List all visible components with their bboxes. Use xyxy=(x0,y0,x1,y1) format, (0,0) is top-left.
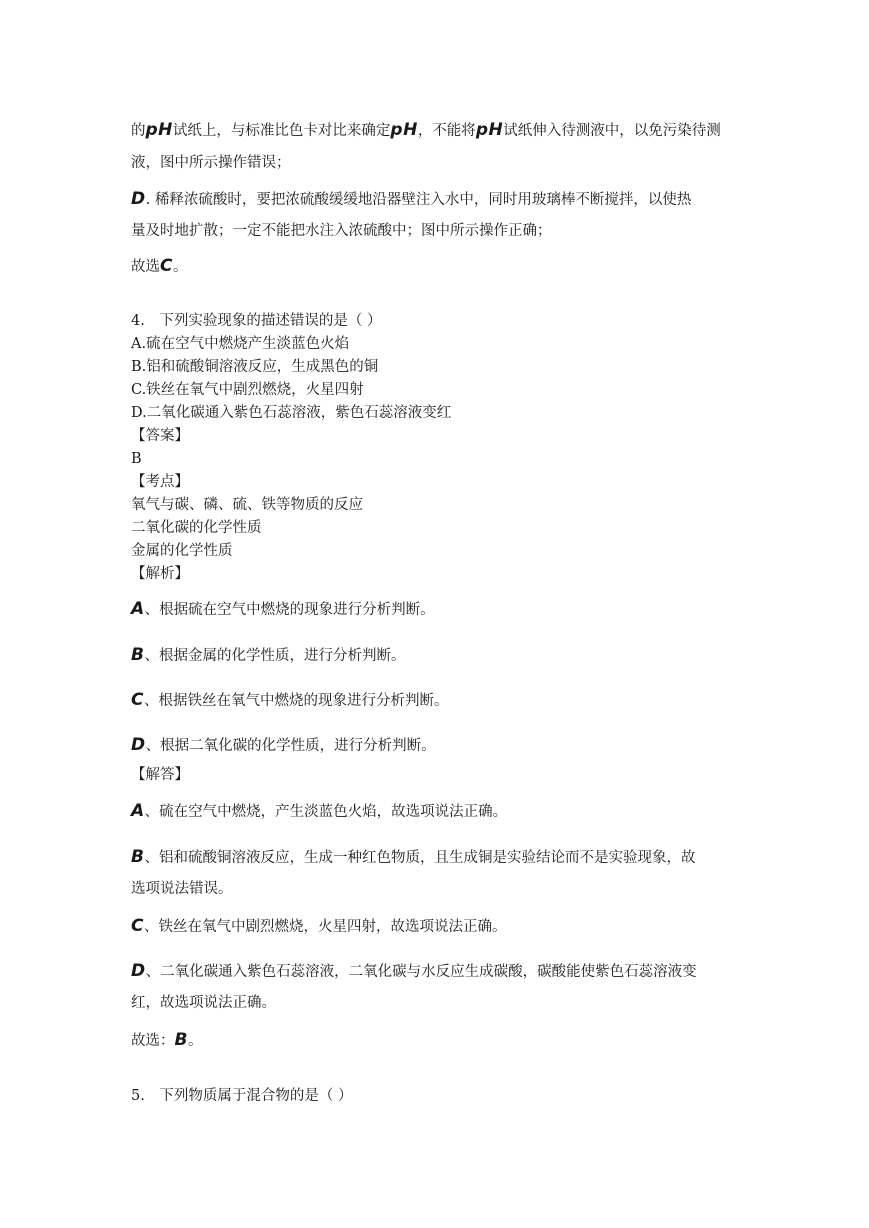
math-label: A xyxy=(131,599,145,619)
jiexi-item xyxy=(131,690,448,711)
math-label: B xyxy=(131,645,145,665)
math-label: D xyxy=(131,735,146,755)
math-label: C xyxy=(131,916,144,936)
explanation-line xyxy=(131,189,691,210)
option-d: D.二氧化碳通入紫色石蕊溶液，紫色石蕊溶液变红 xyxy=(131,405,452,421)
kaodian-item: 氧气与碳、磷、硫、铁等物质的反应 xyxy=(131,497,363,513)
jieda-heading: 【解答】 xyxy=(131,767,189,783)
text: 、铝和硫酸铜溶液反应，生成一种红色物质，且生成铜是实验结论而不是实验现象，故 xyxy=(144,850,696,866)
text: 。 xyxy=(187,1033,203,1049)
question-stem: 5. 下列物质属于混合物的是（ ） xyxy=(131,1088,353,1104)
text: 的 xyxy=(131,123,146,139)
math-label: C xyxy=(131,690,144,710)
explanation-line: 液，图中所示操作错误； xyxy=(131,155,291,171)
jiexi-item xyxy=(131,735,436,756)
jieda-item-cont: 选项说法错误。 xyxy=(131,881,233,897)
text: 、根据硫在空气中燃烧的现象进行分析判断。 xyxy=(144,602,435,618)
jieda-item-cont: 红，故选项说法正确。 xyxy=(131,995,276,1011)
jieda-item xyxy=(131,916,506,937)
math-ph: pH xyxy=(475,120,504,140)
question-stem: 4. 下列实验现象的描述错误的是（ ） xyxy=(131,313,382,329)
text: ，不能将 xyxy=(417,123,476,139)
text: 、根据二氧化碳的化学性质，进行分析判断。 xyxy=(145,738,436,754)
kaodian-heading: 【考点】 xyxy=(131,474,189,490)
text: 、二氧化碳通入紫色石蕊溶液，二氧化碳与水反应生成碳酸，碳酸能使紫色石蕊溶液变 xyxy=(145,964,697,980)
final-answer xyxy=(131,1030,202,1051)
text: 故选 xyxy=(131,259,160,275)
text: 、硫在空气中燃烧，产生淡蓝色火焰，故选项说法正确。 xyxy=(144,804,508,820)
text: . 稀释浓硫酸时，要把浓硫酸缓缓地沿器壁注入水中，同时用玻璃棒不断搅拌，以使热 xyxy=(145,192,692,208)
text: 试纸上，与标准比色卡对比来确定 xyxy=(172,123,391,139)
text: 故选： xyxy=(131,1033,175,1049)
text: 、铁丝在氧气中剧烈燃烧，火星四射，故选项说法正确。 xyxy=(143,919,507,935)
option-b: B.铝和硫酸铜溶液反应，生成黑色的铜 xyxy=(131,359,379,375)
option-c: C.铁丝在氧气中剧烈燃烧，火星四射 xyxy=(131,382,364,398)
kaodian-item: 金属的化学性质 xyxy=(131,543,233,559)
jieda-item xyxy=(131,801,507,822)
explanation-line xyxy=(131,120,721,141)
kaodian-item: 二氧化碳的化学性质 xyxy=(131,520,262,536)
jieda-item xyxy=(131,847,695,868)
option-a: A.硫在空气中燃烧产生淡蓝色火焰 xyxy=(131,336,350,352)
math-ph: pH xyxy=(390,120,418,140)
math-label: B xyxy=(174,1030,188,1050)
explanation-line xyxy=(131,256,187,277)
math-label: D xyxy=(131,961,146,981)
text: 。 xyxy=(172,259,188,275)
math-label: B xyxy=(131,847,145,867)
math-ph: pH xyxy=(145,120,173,140)
math-label: C xyxy=(160,256,173,276)
jiexi-item xyxy=(131,599,435,620)
text: 试纸伸入待测液中，以免污染待测 xyxy=(503,123,721,139)
text: 、根据金属的化学性质，进行分析判断。 xyxy=(144,648,406,664)
math-label: A xyxy=(131,801,145,821)
jieda-item xyxy=(131,961,697,982)
text: 、根据铁丝在氧气中燃烧的现象进行分析判断。 xyxy=(143,693,449,709)
math-label: D xyxy=(131,189,146,209)
answer-heading: 【答案】 xyxy=(131,428,189,444)
jiexi-item xyxy=(131,645,405,666)
explanation-line: 量及时地扩散；一定不能把水注入浓硫酸中；图中所示操作正确； xyxy=(131,223,552,239)
jiexi-heading: 【解析】 xyxy=(131,566,189,582)
answer-value: B xyxy=(131,451,142,467)
